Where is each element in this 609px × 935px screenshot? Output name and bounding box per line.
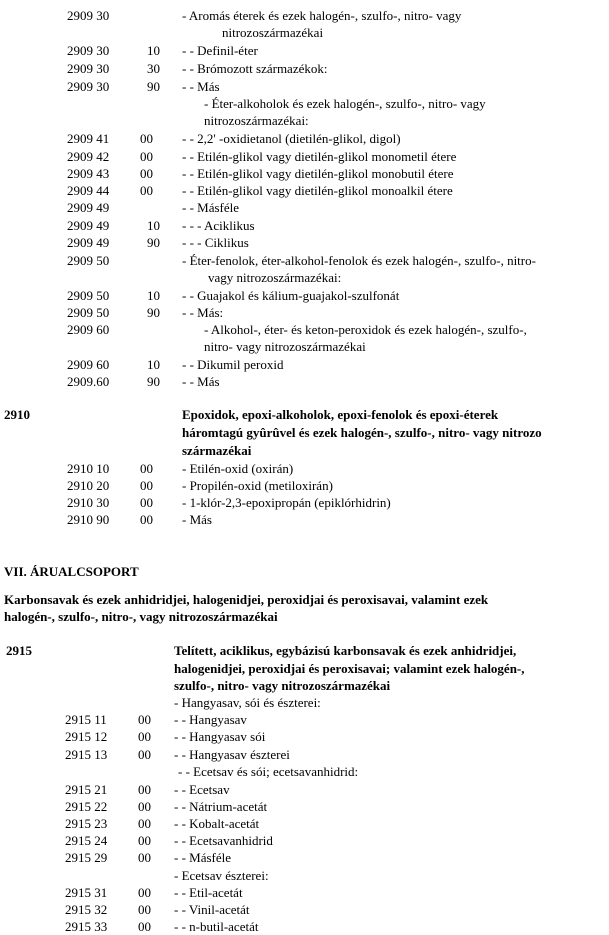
tariff-code: 2909 49 bbox=[67, 218, 110, 233]
tariff-code: 2909 50 bbox=[67, 305, 110, 320]
tariff-description: - - 2,2' -oxidietanol (dietilén-glikol, digol) bbox=[182, 131, 401, 146]
tariff-subcode: 10 bbox=[147, 288, 160, 303]
tariff-subcode: 30 bbox=[147, 61, 160, 76]
tariff-code: 2909.60 bbox=[67, 374, 110, 389]
tariff-description: nitro- vagy nitrozoszármazékai bbox=[204, 339, 366, 354]
tariff-description: - Aromás éterek és ezek halogén-, szulfo-, nitro- vagy bbox=[182, 8, 462, 23]
tariff-description: - - - Ciklikus bbox=[182, 235, 249, 250]
tariff-subcode: 00 bbox=[138, 712, 151, 727]
tariff-description: - - Vinil-acetát bbox=[174, 902, 250, 917]
tariff-description: - Etilén-oxid (oxirán) bbox=[182, 461, 294, 476]
tariff-subcode: 00 bbox=[140, 512, 153, 527]
heading-code: 2910 bbox=[4, 407, 30, 422]
tariff-description: - - Etilén-glikol vagy dietilén-glikol monometil étere bbox=[182, 149, 457, 164]
tariff-code: 2915 29 bbox=[65, 850, 108, 865]
tariff-code: 2909 43 bbox=[67, 166, 110, 181]
tariff-description: - - Más bbox=[182, 374, 220, 389]
heading-text-line: származékai bbox=[182, 443, 252, 458]
tariff-description: - - Etilén-glikol vagy dietilén-glikol monobutil étere bbox=[182, 166, 454, 181]
tariff-description: - - Hangyasav észterei bbox=[174, 747, 290, 762]
tariff-code: 2915 33 bbox=[65, 919, 108, 934]
tariff-subcode: 00 bbox=[138, 729, 151, 744]
tariff-subcode: 00 bbox=[138, 833, 151, 848]
tariff-subcode: 00 bbox=[138, 782, 151, 797]
tariff-code: 2909 60 bbox=[67, 322, 110, 337]
tariff-code: 2910 30 bbox=[67, 495, 110, 510]
tariff-subcode: 00 bbox=[138, 799, 151, 814]
tariff-code: 2915 22 bbox=[65, 799, 108, 814]
tariff-description: - 1-klór-2,3-epoxipropán (epiklórhidrin) bbox=[182, 495, 391, 510]
heading-text-line: szulfo-, nitro- vagy nitrozoszármazékai bbox=[174, 678, 391, 693]
tariff-description: - - Etilén-glikol vagy dietilén-glikol monoalkil étere bbox=[182, 183, 453, 198]
tariff-subcode: 00 bbox=[138, 747, 151, 762]
tariff-description: - - Kobalt-acetát bbox=[174, 816, 260, 831]
tariff-code: 2909 44 bbox=[67, 183, 110, 198]
tariff-code: 2915 11 bbox=[65, 712, 107, 727]
tariff-code: 2915 23 bbox=[65, 816, 108, 831]
tariff-subcode: 00 bbox=[138, 850, 151, 865]
tariff-description: - - Ecetsav bbox=[174, 782, 230, 797]
tariff-code: 2909 42 bbox=[67, 149, 110, 164]
tariff-code: 2909 50 bbox=[67, 288, 110, 303]
tariff-code: 2909 30 bbox=[67, 61, 110, 76]
tariff-description: - - Definil-éter bbox=[182, 43, 258, 58]
tariff-code: 2909 49 bbox=[67, 200, 110, 215]
tariff-code: 2909 49 bbox=[67, 235, 110, 250]
tariff-code: 2915 32 bbox=[65, 902, 108, 917]
tariff-description: - - Más: bbox=[182, 305, 224, 320]
tariff-description: - - n-butil-acetát bbox=[174, 919, 259, 934]
tariff-subcode: 00 bbox=[140, 166, 153, 181]
tariff-code: 2910 90 bbox=[67, 512, 110, 527]
section-subtitle: Karbonsavak és ezek anhidridjei, halogenidjei, peroxidjai és peroxisavai, valamint ezek bbox=[4, 592, 489, 607]
tariff-description: - Éter-fenolok, éter-alkohol-fenolok és ezek halogén-, szulfo-, nitro- bbox=[182, 253, 536, 268]
tariff-code: 2909 30 bbox=[67, 8, 110, 23]
heading-text-line: háromtagú gyûrûvel és ezek halogén-, szulfo-, nitro- vagy nitrozo bbox=[182, 425, 542, 440]
section-subtitle: halogén-, szulfo-, nitro-, vagy nitrozoszármazékai bbox=[4, 609, 278, 624]
heading-text-line: halogenidjei, peroxidjai és peroxisavai; valamint ezek halogén-, bbox=[174, 661, 525, 676]
tariff-subcode: 00 bbox=[138, 885, 151, 900]
tariff-description: - Más bbox=[182, 512, 212, 527]
tariff-description: - Alkohol-, éter- és keton-peroxidok és ezek halogén-, szulfo-, bbox=[204, 322, 527, 337]
tariff-description: - - Másféle bbox=[182, 200, 240, 215]
tariff-description: - Éter-alkoholok és ezek halogén-, szulfo-, nitro- vagy bbox=[204, 96, 486, 111]
tariff-subcode: 00 bbox=[138, 816, 151, 831]
tariff-subcode: 00 bbox=[140, 461, 153, 476]
tariff-description: - - Brómozott származékok: bbox=[182, 61, 328, 76]
tariff-description: - - Hangyasav sói bbox=[174, 729, 266, 744]
tariff-code: 2915 12 bbox=[65, 729, 108, 744]
section-title: VII. ÁRUALCSOPORT bbox=[4, 564, 139, 579]
tariff-description: - Ecetsav észterei: bbox=[174, 868, 269, 883]
tariff-description: - - Más bbox=[182, 79, 220, 94]
tariff-code: 2909 30 bbox=[67, 79, 110, 94]
tariff-code: 2909 30 bbox=[67, 43, 110, 58]
tariff-description: - - Nátrium-acetát bbox=[174, 799, 268, 814]
tariff-description: - - Másféle bbox=[174, 850, 232, 865]
tariff-description: nitrozoszármazékai: bbox=[204, 113, 309, 128]
tariff-code: 2915 31 bbox=[65, 885, 108, 900]
tariff-code: 2915 21 bbox=[65, 782, 108, 797]
tariff-description: - - Hangyasav bbox=[174, 712, 247, 727]
tariff-code: 2910 20 bbox=[67, 478, 110, 493]
tariff-subcode: 90 bbox=[147, 305, 160, 320]
heading-text-line: Epoxidok, epoxi-alkoholok, epoxi-fenolok és epoxi-éterek bbox=[182, 407, 499, 422]
tariff-description: - - Guajakol és kálium-guajakol-szulfonát bbox=[182, 288, 400, 303]
tariff-code: 2915 13 bbox=[65, 747, 108, 762]
tariff-subcode: 00 bbox=[140, 149, 153, 164]
heading-text-line: Telített, aciklikus, egybázisú karbonsavak és ezek anhidridjei, bbox=[174, 643, 517, 658]
tariff-description: - - Dikumil peroxid bbox=[182, 357, 284, 372]
tariff-description: - Propilén-oxid (metiloxirán) bbox=[182, 478, 333, 493]
tariff-subcode: 00 bbox=[140, 478, 153, 493]
tariff-description: vagy nitrozoszármazékai: bbox=[208, 270, 342, 285]
tariff-subcode: 00 bbox=[138, 902, 151, 917]
tariff-code: 2910 10 bbox=[67, 461, 110, 476]
tariff-code: 2909 41 bbox=[67, 131, 110, 146]
tariff-subcode: 00 bbox=[140, 183, 153, 198]
tariff-subcode: 90 bbox=[147, 79, 160, 94]
tariff-subcode: 90 bbox=[147, 374, 160, 389]
tariff-description: - Hangyasav, sói és észterei: bbox=[174, 695, 321, 710]
tariff-code: 2915 24 bbox=[65, 833, 108, 848]
tariff-subcode: 10 bbox=[147, 43, 160, 58]
tariff-subcode: 00 bbox=[140, 495, 153, 510]
tariff-code: 2909 50 bbox=[67, 253, 110, 268]
heading-code: 2915 bbox=[6, 643, 32, 658]
tariff-subcode: 90 bbox=[147, 235, 160, 250]
tariff-description: nitrozoszármazékai bbox=[222, 25, 324, 40]
tariff-description: - - Etil-acetát bbox=[174, 885, 243, 900]
tariff-subcode: 10 bbox=[147, 218, 160, 233]
tariff-description: - - Ecetsav és sói; ecetsavanhidrid: bbox=[178, 764, 359, 779]
tariff-subcode: 00 bbox=[138, 919, 151, 934]
tariff-description: - - - Aciklikus bbox=[182, 218, 255, 233]
tariff-code: 2909 60 bbox=[67, 357, 110, 372]
tariff-subcode: 00 bbox=[140, 131, 153, 146]
tariff-description: - - Ecetsavanhidrid bbox=[174, 833, 273, 848]
tariff-subcode: 10 bbox=[147, 357, 160, 372]
